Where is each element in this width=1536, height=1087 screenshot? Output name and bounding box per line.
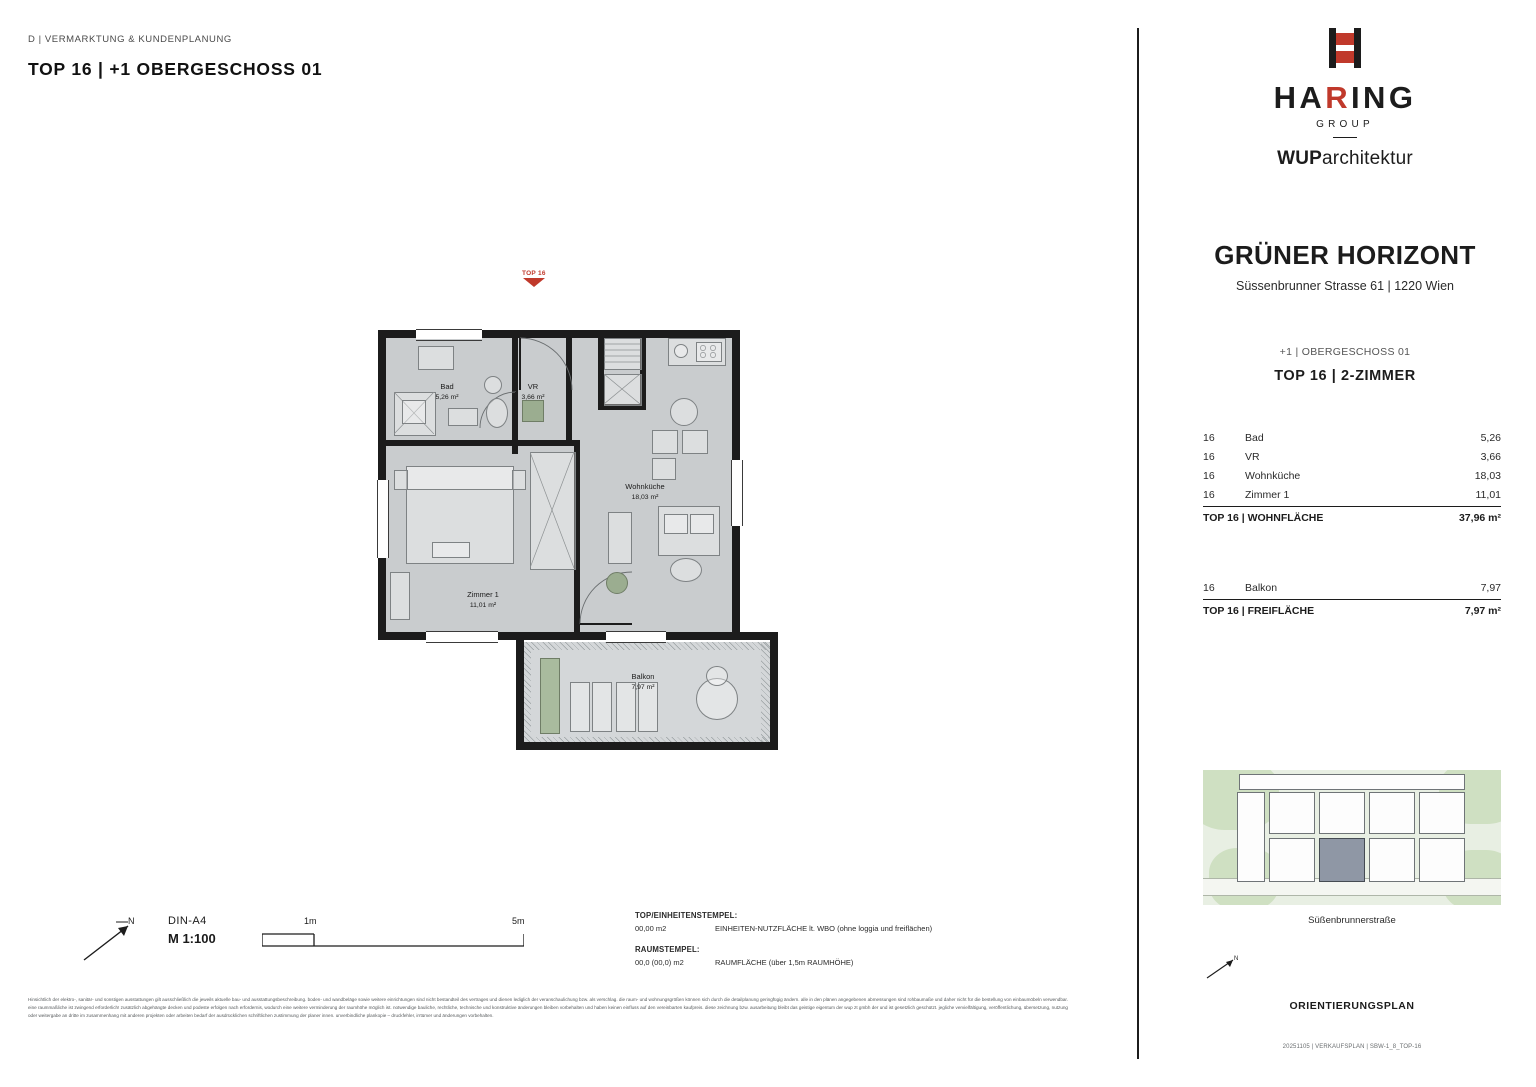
outdoor-area-total [1203,599,1501,617]
living-plant-icon [606,572,628,594]
row-number: 16 [1203,450,1215,463]
row-area-value: 5,26 [1480,431,1501,444]
table-row [1203,578,1501,597]
top-unit-marker-arrow [523,278,545,287]
room-label-bad: Bad 5,26 m² [435,382,459,401]
bath-mirror-icon [418,346,454,370]
row-area-value: 7,97 [1480,581,1501,594]
brand-rule [1333,137,1357,138]
unit-name: TOP 16 | 2-ZIMMER [1274,368,1416,384]
building-block-top-strip [1239,774,1465,790]
building-block-highlight [1319,838,1365,882]
svg-text:N: N [128,916,135,926]
scale-bar-graphic [262,920,524,956]
svg-text:N: N [1234,956,1239,962]
living-area-total [1203,506,1501,524]
living-area-total-value: 37,96 m² [1458,512,1501,524]
window-bottom-left [426,631,498,643]
haring-logo-icon [1325,28,1365,68]
table-row [1203,485,1501,504]
brand-word-post: ING [1351,80,1417,115]
dining-chair-1-icon [652,430,678,454]
row-room-name: VR [1245,450,1260,463]
unit-stamp-desc: EINHEITEN-NUTZFLÄCHE lt. WBO (ohne loggia und freiflächen) [715,923,933,933]
balcony-stool-icon [706,666,728,686]
washbasin-icon [448,408,478,426]
building-block-f [1369,838,1415,882]
building-block-c [1269,838,1315,882]
unit-stamp-row [635,923,932,934]
building-block-g [1419,792,1465,834]
room-label-balkon: Balkon 7,97 m² [631,672,655,691]
tv-unit-icon [608,512,632,564]
wall-balcony-left [516,640,524,750]
room-stamp-label: RAUMSTEMPEL: [635,944,700,954]
row-area-value: 3,66 [1480,450,1501,463]
unit-floor: +1 | OBERGESCHOSS 01 [1279,346,1411,358]
top-unit-marker-label: TOP 16 [522,270,546,277]
outdoor-area-table [1203,578,1501,617]
brand-logo [1175,28,1515,170]
row-number: 16 [1203,469,1215,482]
brand-word-r: R [1325,80,1352,115]
coffee-table-icon [670,558,702,582]
wardrobe-diagonals-icon [530,452,574,568]
row-room-name: Bad [1245,431,1264,444]
partner-word-bold: WUP [1277,148,1323,170]
building-block-e [1369,792,1415,834]
wall-zimmer-top [384,440,580,446]
room-label-vr: VR 3,66 m² [521,382,545,401]
project-title: GRÜNER HORIZONT [1214,240,1476,270]
kitchen-sink-icon [674,344,688,358]
room-label-zimmer: Zimmer 1 11,01 m² [467,590,499,609]
brand-wordmark [1175,82,1515,113]
row-number: 16 [1203,488,1215,501]
dining-chair-3-icon [652,458,676,480]
balcony-door [606,631,666,643]
format-block [168,915,216,946]
wall-balcony-bottom [516,742,778,750]
building-block-d [1319,792,1365,834]
orientation-map [1203,770,1501,905]
stair-treads-icon [604,338,640,368]
unit-stamp-value: 00,00 m2 [635,923,667,933]
room-stamp-desc: RAUMFLÄCHE (über 1,5m RAUMHÖHE) [715,957,854,967]
top-unit-marker [522,270,546,287]
building-block-b [1269,792,1315,834]
sofa-cushion-1-icon [664,514,688,534]
window-frame-top-left [416,329,482,341]
partner-wordmark [1175,148,1515,170]
shower-drain-icon [402,400,426,424]
dining-chair-2-icon [682,430,708,454]
scale-tick-5m: 5m [512,916,525,926]
unit-stamp-label: TOP/EINHEITENSTEMPEL: [635,911,738,920]
project-block [1175,240,1515,293]
balcony-hatch-right [761,642,770,746]
dresser-icon [390,572,410,620]
nightstand-right-icon [512,470,526,490]
orientation-north-arrow-icon [1205,952,1245,982]
room-stamp-value: 00,0 (00,0) m2 [635,957,684,967]
nightstand-left-icon [394,470,408,490]
plant-icon [522,400,544,422]
row-number: 16 [1203,581,1215,594]
balcony-hatch-top [522,642,770,650]
table-row [1203,466,1501,485]
floor-plan-drawing [370,270,790,760]
scale-tick-1m: 1m [304,916,317,926]
row-room-name: Balkon [1245,581,1278,594]
cooktop-burners-icon [696,342,720,360]
legal-disclaimer: Hinsichtlich der elektro-, sanitär- und sonstigen ausstattungen gilt ausschließlich die jeweils aktuelle bau- und ausstattungsbeschreibung. boden- und wandbeläge sowie weitere einrichtungen sind nicht bestandteil des vertrages und dienen lediglich der veranschaulichung bzw. als verschlag. die raum- und wohnungsgrößen können sich durch die detailplanung geringfügig ändern. alle in den plänen angegebenen abmessungen sind rohbaumaße und daher nicht für die bestellung von einbaumöbeln verwendbar. eine raummaßliche ist zwingend erforderlich! zusätzlich abgehängte decken und podeste erfolgen nach erfordernis, wodurch eine weitere verminderung der raumhöhe möglich ist. notwendige bauliche, rechtliche, technische und konstruktive änderungen bleiben vorbehalten und haben keinen einfluss auf den vereinbarten kaufpreis. diese zeichnung bzw. ausarbeitung bleibt das geistige eigentum der wup zt gmbh der und ist gesetzlich geschützt. jegliche vervielfältigung, veröffentlichung, übersetzung, nutzung oder weitergabe an dritte im zusammenhang mit anderen projekten oder arbeiten bedarf der ausdrücklichen schriftlichen zustimmung der planer innen. unverbindliche plankopie – druckfehler, irrtümer und änderungen vorbehalten. [28,997,1068,1019]
orientation-caption: ORIENTIERUNGSPLAN [1289,1000,1415,1012]
table-row [1203,447,1501,466]
table-row [1203,428,1501,447]
dining-table-icon [670,398,698,426]
info-panel [1175,0,1515,1087]
window-left [377,480,389,558]
bed-bench-icon [432,542,470,558]
room-stamp-row [635,957,932,968]
balcony-chair-1-icon [570,682,590,732]
scale-ratio: M 1:100 [168,931,216,946]
paper-format: DIN-A4 [168,915,207,927]
building-block-a [1237,792,1265,882]
sofa-cushion-2-icon [690,514,714,534]
scale-bar [262,916,525,956]
room-label-wohnkueche: Wohnküche 18,03 m² [625,482,665,501]
row-room-name: Zimmer 1 [1245,488,1290,501]
page-title: TOP 16 | +1 OBERGESCHOSS 01 [28,59,323,79]
balcony-planter-icon [540,658,560,734]
partner-word-rest: architektur [1322,148,1413,170]
building-block-h [1419,838,1465,882]
window-right [731,460,743,526]
living-area-total-label: TOP 16 | WOHNFLÄCHE [1203,512,1324,524]
outdoor-area-total-value: 7,97 m² [1464,605,1501,617]
stamp-legend [635,910,932,968]
row-area-value: 11,01 [1475,488,1501,501]
row-area-value: 18,03 [1474,469,1501,482]
panel-divider [1137,28,1139,1059]
north-arrow-icon [82,916,142,964]
living-area-table [1203,428,1501,524]
brand-word-pre: HA [1273,80,1326,115]
row-room-name: Wohnküche [1245,469,1301,482]
unit-block [1175,346,1515,384]
bed-pillows-icon [406,466,514,490]
shaft-cross-icon [604,374,640,404]
header-kicker: D | VERMARKTUNG & KUNDENPLANUNG [28,34,232,45]
outdoor-area-total-label: TOP 16 | FREIFLÄCHE [1203,605,1315,617]
wall-balcony-right [770,632,778,750]
row-number: 16 [1203,431,1215,444]
orientation-street-label: Süßenbrunnerstraße [1308,915,1396,926]
sheet-header [28,34,322,80]
document-id: 20251105 | VERKAUFSPLAN | SBW-1_8_TOP-16 [1282,1044,1422,1050]
brand-subtitle: GROUP [1316,119,1374,130]
project-address: Süssenbrunner Strasse 61 | 1220 Wien [1236,279,1454,293]
